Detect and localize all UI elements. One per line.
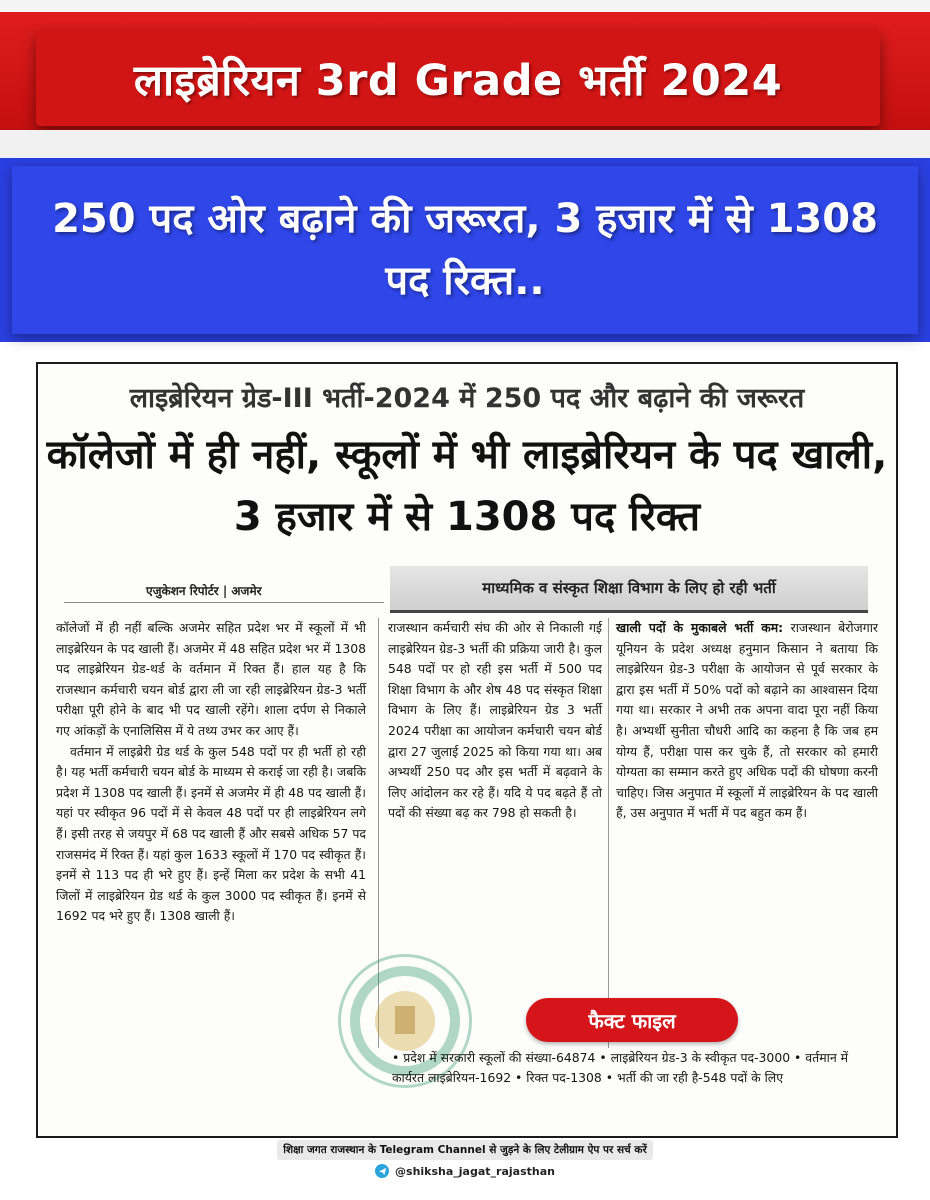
- column-3-paragraph: राजस्थान बेरोजगार यूनियन के प्रदेश अध्यक्ष हनुमान किसान ने बताया कि लाइब्रेरियन ग्रेड-3 परीक्षा के आयोजन से पूर्व सरकार के द्वारा इस भर्ती में 50% पदों को बढ़ाने का आश्वासन दिया गया था। सरकार ने अभी तक अपना वादा पूरा नहीं किया है। अभ्यर्थी सुनीता चौधरी आदि का कहना है कि जब हम योग्य हैं, परीक्षा पास कर चुके हैं, तो सरकार को हमारी योग्यता का सम्मान करते हुए अधिक पदों की घोषणा करनी चाहिए। जिस अनुपात में स्कूलों में लाइब्रेरियन के पद खाली हैं, उस अनुपात में भर्ती में पद बहुत कम हैं।: [616, 620, 878, 821]
- article-column-2: [388, 618, 602, 824]
- title-box: [36, 30, 880, 126]
- banner-subtitle: 250 पद ओर बढ़ाने की जरूरत, 3 हजार में से 1308 पद रिक्त..: [52, 196, 878, 304]
- article-column-3: [616, 618, 878, 824]
- section-strip: माध्यमिक व संस्कृत शिक्षा विभाग के लिए हो रही भर्ती: [390, 566, 868, 613]
- newspaper-clipping: [36, 362, 898, 1138]
- column-2-paragraph: राजस्थान कर्मचारी संघ की ओर से निकाली गई लाइब्रेरियन ग्रेड-3 भर्ती की प्रक्रिया जारी है। कुल 548 पदों पर हो रही इस भर्ती में 500 पद शिक्षा विभाग के और शेष 48 पद संस्कृत शिक्षा विभाग के लिए हैं। लाइब्रेरियन ग्रेड 3 भर्ती 2024 परीक्षा का आयोजन कर्मचारी चयन बोर्ड द्वारा 27 जुलाई 2025 को किया गया था। अब अभ्यर्थी 250 पद और इस भर्ती में बढ़वाने के लिए आंदोलन कर रहे हैं। यदि ये पद बढ़ते हैं तो पदों की संख्या बढ़ कर 798 हो सकती है।: [388, 620, 602, 821]
- subtitle-box: [12, 166, 918, 334]
- fact-file-badge: फैक्ट फाइल: [526, 998, 738, 1042]
- column-3-subhead: खाली पदों के मुकाबले भर्ती कम:: [616, 620, 784, 635]
- column-divider: [608, 618, 609, 1048]
- fact-file-text: • प्रदेश में सरकारी स्कूलों की संख्या-64874 • लाइब्रेरियन ग्रेड-3 के स्वीकृत पद-3000 • वर्तमान में कार्यरत लाइब्रेरियन-1692 • रिक्त पद-1308 • भर्ती की जा रही है-548 पदों के लिए: [392, 1050, 849, 1085]
- telegram-icon: [375, 1164, 389, 1178]
- subtitle-banner: [0, 158, 930, 342]
- column-1-paragraph-2: वर्तमान में लाइब्रेरी ग्रेड थर्ड के कुल 548 पदों पर ही भर्ती हो रही है। यह भर्ती कर्मचारी चयन बोर्ड के माध्यम से कराई जा रही है। जबकि प्रदेश में 1308 पद खाली हैं। इनमें से अजमेर में ही 48 पद खाली हैं। यहां पर स्वीकृत 96 पदों में से केवल 48 पदों पर ही लाइब्रेरियन लगे हैं। इसी तरह से जयपुर में 68 पद खाली हैं और सबसे अधिक 57 पद राजसमंद में रिक्त हैं। यहां कुल 1633 स्कूलों में 170 पद स्वीकृत हैं। इनमें से 113 पद ही भरे हुए हैं। इन्हें मिला कर प्रदेश के सभी 41 जिलों में लाइब्रेरियन ग्रेड थर्ड के कुल 3000 पद स्वीकृत हैं। इनमें से 1692 पद भरे हुए हैं। 1308 खाली हैं।: [56, 743, 366, 924]
- telegram-handle[interactable]: @shiksha_jagat_rajasthan: [395, 1164, 555, 1178]
- article-headline: कॉलेजों में ही नहीं, स्कूलों में भी लाइब्रेरियन के पद खाली, 3 हजार में से 1308 पद रिक्त: [46, 432, 888, 540]
- footer-text: शिक्षा जगत राजस्थान के Telegram Channel से जुड़ने के लिए टेलीग्राम ऐप पर सर्च करें: [277, 1140, 653, 1160]
- banner-gap: [0, 130, 930, 158]
- article-column-1: [56, 618, 366, 927]
- article-kicker: लाइब्रेरियन ग्रेड-III भर्ती-2024 में 250 पद और बढ़ाने की जरूरत: [129, 383, 805, 414]
- top-margin: [0, 0, 930, 12]
- telegram-footer: [230, 1138, 700, 1186]
- column-1-paragraph-1: कॉलेजों में ही नहीं बल्कि अजमेर सहित प्रदेश भर में स्कूलों में भी लाइब्रेरियन के पद खाली हैं। अजमेर में 48 सहित प्रदेश भर में 1308 पद लाइब्रेरियन ग्रेड-थर्ड के वर्तमान में रिक्त हैं। हाल यह है कि राजस्थान कर्मचारी चयन बोर्ड द्वारा ली जा रही लाइब्रेरियन ग्रेड-3 भर्ती परीक्षा पूरी होने के बाद भी पद खाली रहेंगे। शाला दर्पण से निकाले गए आंकड़ों के एनालिसिस में ये तथ्य उभर कर आए हैं।: [56, 620, 366, 738]
- article-byline: एजुकेशन रिपोर्टर | अजमेर: [146, 584, 262, 598]
- byline-divider: [64, 602, 384, 603]
- title-banner: [0, 12, 930, 130]
- banner-title: लाइब्रेरियन 3rd Grade भर्ती 2024: [133, 55, 783, 106]
- footer-handle-row[interactable]: [230, 1164, 700, 1178]
